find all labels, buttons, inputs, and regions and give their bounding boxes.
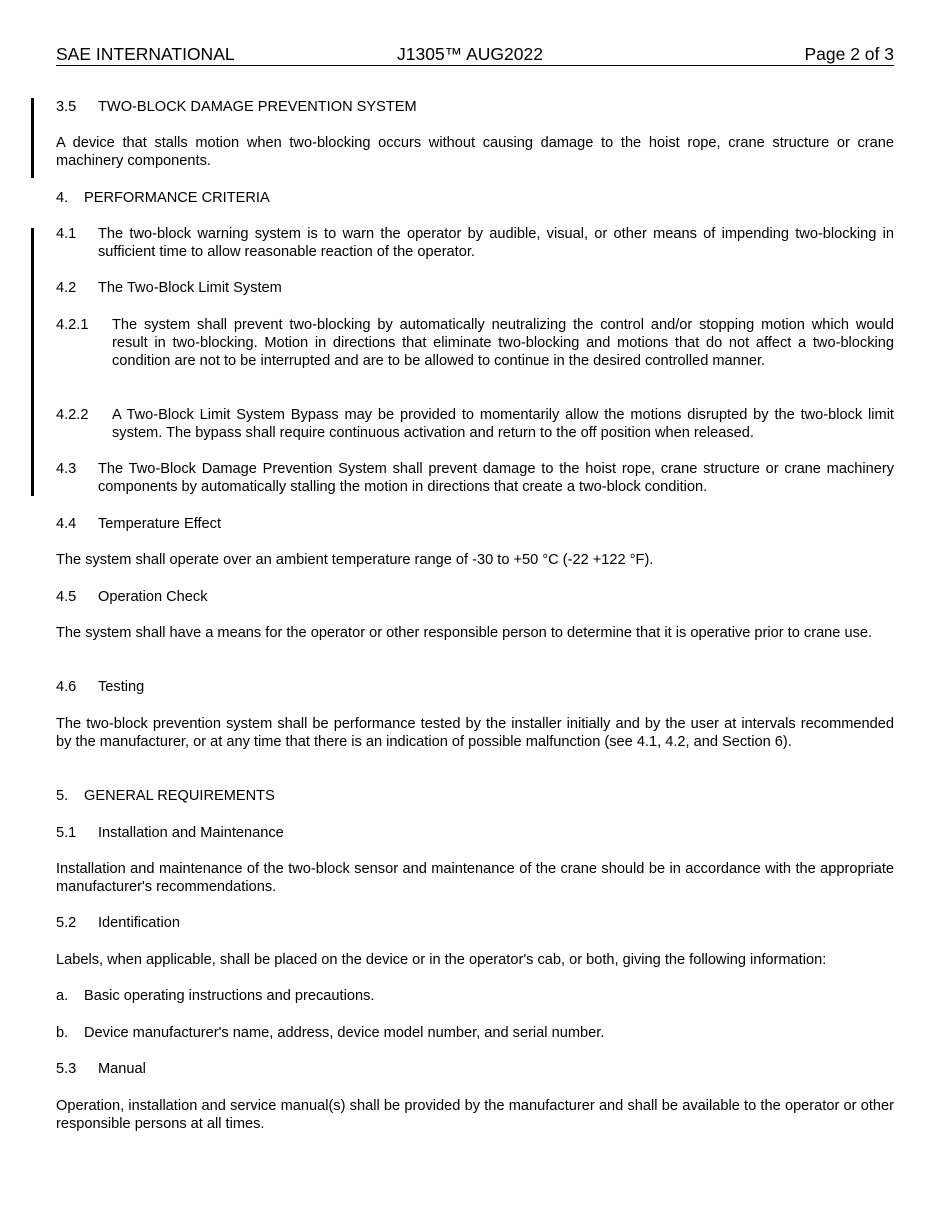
section-heading: GENERAL REQUIREMENTS: [84, 788, 275, 804]
section-heading: PERFORMANCE CRITERIA: [84, 190, 270, 206]
header-page-number: Page 2 of 3: [804, 44, 894, 64]
section-number: 5.1: [56, 825, 77, 841]
section-number: 3.5: [56, 99, 77, 115]
section-heading: Identification: [98, 915, 180, 931]
paragraph: The system shall prevent two-blocking by automatically neutralizing the control and/or stopping motion which would result in two-blocking. Motion in directions that eliminate two-blocking and motions that do not affect a two-blocking condition are not to be interrupted and are to be allowed to continue in the desired controlled manner.: [112, 317, 894, 369]
revision-bar: [31, 98, 34, 178]
section-number: 4.4: [56, 516, 77, 532]
section-number: 5.: [56, 788, 69, 804]
section-heading: Installation and Maintenance: [98, 825, 284, 841]
section-heading: TWO-BLOCK DAMAGE PREVENTION SYSTEM: [98, 99, 417, 115]
paragraph: The two-block warning system is to warn the operator by audible, visual, or other means of impending two-blocking in sufficient time to allow reasonable reaction of the operator.: [98, 226, 894, 260]
paragraph: A Two-Block Limit System Bypass may be provided to momentarily allow the motions disrupted by the two-block limit system. The bypass shall require continuous activation and return to the off position when released.: [112, 407, 894, 441]
section-heading: The Two-Block Limit System: [98, 280, 282, 296]
section-heading: Manual: [98, 1061, 146, 1077]
section-number: 4.: [56, 190, 69, 206]
section-heading: Temperature Effect: [98, 516, 222, 532]
section-number: 5.2: [56, 915, 77, 931]
paragraph: Labels, when applicable, shall be placed on the device or in the operator's cab, or both, giving the following information:: [56, 952, 827, 968]
paragraph: The system shall operate over an ambient temperature range of -30 to +50 °C (-22 +122 °F).: [56, 552, 654, 568]
header-doc-id: J1305™ AUG2022: [397, 44, 543, 64]
section-number: 4.1: [56, 226, 77, 242]
list-item: Device manufacturer's name, address, device model number, and serial number.: [84, 1025, 605, 1041]
list-item: Basic operating instructions and precautions.: [84, 988, 375, 1004]
list-item-label: a.: [56, 988, 69, 1004]
section-number: 4.2.1: [56, 317, 89, 333]
section-number: 4.3: [56, 461, 77, 477]
paragraph: The system shall have a means for the operator or other responsible person to determine that it is operative prior to crane use.: [56, 625, 873, 641]
paragraph: Installation and maintenance of the two-block sensor and maintenance of the crane should be in accordance with the appropriate manufacturer's recommendations.: [56, 861, 894, 895]
section-number: 4.2: [56, 280, 77, 296]
header-org: SAE INTERNATIONAL: [56, 44, 235, 64]
section-number: 4.2.2: [56, 407, 89, 423]
page-header: [56, 44, 894, 66]
paragraph: The two-block prevention system shall be performance tested by the installer initially and by the user at intervals recommended by the manufacturer, or at any time that there is an indication of possible malfunction (see 4.1, 4.2, and Section 6).: [56, 716, 894, 750]
section-heading: Operation Check: [98, 589, 208, 605]
section-number: 4.5: [56, 589, 77, 605]
list-item-label: b.: [56, 1025, 69, 1041]
paragraph: The Two-Block Damage Prevention System shall prevent damage to the hoist rope, crane structure or crane machinery components by automatically stalling the motion in directions that create a two-block condition.: [98, 461, 894, 495]
section-number: 5.3: [56, 1061, 77, 1077]
revision-bar: [31, 228, 34, 496]
paragraph: A device that stalls motion when two-blocking occurs without causing damage to the hoist rope, crane structure or crane machinery components.: [56, 135, 894, 169]
section-number: 4.6: [56, 679, 77, 695]
paragraph: Operation, installation and service manual(s) shall be provided by the manufacturer and shall be available to the operator or other responsible persons at all times.: [56, 1098, 894, 1132]
section-heading: Testing: [98, 679, 145, 695]
